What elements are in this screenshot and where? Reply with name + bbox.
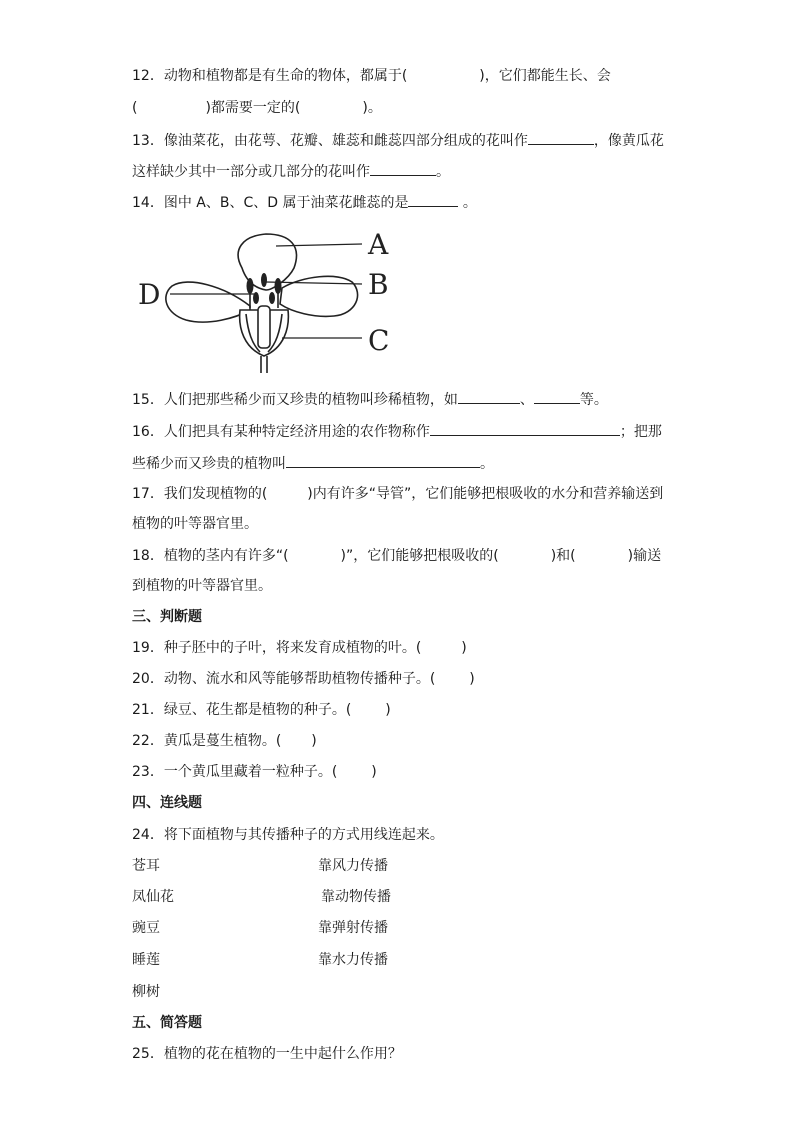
judge-item-21	[132, 700, 391, 720]
q24-prompt: 24．将下面植物与其传播种子的方式用线连起来。	[132, 827, 444, 843]
plant-item[interactable]: 豌豆	[132, 920, 160, 936]
left-petal	[166, 282, 250, 322]
judge-23-text: 23．一个黄瓜里藏着一粒种子。(	[132, 764, 338, 780]
q16-text-c: 些稀少而又珍贵的植物叫	[132, 456, 286, 472]
q18-line1	[132, 546, 661, 566]
q14-blank[interactable]	[408, 191, 458, 207]
q17-text-b: )内有许多“导管”，它们能够把根吸收的水分和营养输送到	[307, 486, 664, 502]
q15-text-b: 、	[519, 392, 534, 408]
q16-line1	[132, 420, 662, 442]
label-a: A	[368, 228, 389, 261]
anther-5	[261, 273, 267, 287]
judge-item-23	[132, 762, 377, 782]
q17-line2: 植物的叶等器官里。	[132, 516, 258, 532]
judge-23-close: )	[371, 764, 377, 780]
label-b: B	[368, 268, 389, 301]
plant-item[interactable]: 睡莲	[132, 952, 160, 968]
q17-line1	[132, 484, 663, 504]
judge-item-20	[132, 669, 475, 689]
judge-19-close: )	[461, 640, 467, 656]
plant-item[interactable]: 苍耳	[132, 858, 160, 874]
q16-text-b: ；把那	[619, 424, 662, 440]
judge-22-close: )	[311, 733, 317, 749]
q16-text-d: 。	[480, 456, 494, 472]
q13-line2	[132, 160, 450, 182]
q14-line	[132, 191, 477, 213]
flower-drawing	[166, 234, 358, 373]
pistil	[258, 306, 270, 348]
judge-21-close: )	[385, 702, 391, 718]
q12-text-b: )，它们都能生长、会	[479, 68, 611, 84]
q13-text-b: ，像黄瓜花	[593, 133, 664, 149]
anther-4	[269, 292, 275, 304]
rapeseed-flower-diagram	[132, 228, 402, 378]
plant-item[interactable]: 凤仙花	[132, 889, 174, 905]
anther-1	[247, 278, 254, 294]
q13-text-a: 13．像油菜花，由花萼、花瓣、雄蕊和雌蕊四部分组成的花叫作	[132, 133, 528, 149]
stem	[261, 356, 267, 373]
section-judge-heading: 三、判断题	[132, 609, 202, 625]
judge-21-text: 21．绿豆、花生都是植物的种子。(	[132, 702, 352, 718]
anther-2	[275, 278, 282, 294]
q16-blank-1[interactable]	[430, 420, 620, 436]
q18-line2: 到植物的叶等器官里。	[132, 578, 272, 594]
judge-item-19	[132, 638, 467, 658]
plant-item[interactable]: 柳树	[132, 984, 160, 1000]
q16-text-a: 16．人们把具有某种特定经济用途的农作物称作	[132, 424, 430, 440]
q12-text-a: 12．动物和植物都是有生命的物体，都属于(	[132, 68, 408, 84]
q12-text-e: )。	[362, 100, 382, 116]
q16-blank-2[interactable]	[286, 452, 480, 468]
q13-text-c: 这样缺少其中一部分或几部分的花叫作	[132, 164, 370, 180]
q12-line1	[132, 66, 611, 86]
q15-text-c: 等。	[579, 392, 608, 408]
q15-text-a: 15．人们把那些稀少而又珍贵的植物叫珍稀植物，如	[132, 392, 458, 408]
judge-19-text: 19．种子胚中的子叶，将来发育成植物的叶。(	[132, 640, 422, 656]
label-d: D	[138, 278, 161, 311]
judge-item-22	[132, 731, 317, 751]
method-item[interactable]: 靠水力传播	[318, 952, 388, 968]
q18-text-c: )和(	[550, 548, 576, 564]
q14-text-a: 14．图中 A、B、C、D 属于油菜花雌蕊的是	[132, 195, 409, 211]
judge-22-text: 22．黄瓜是蔓生植物。(	[132, 733, 282, 749]
q14-text-b: 。	[458, 195, 477, 211]
q25-question: 25．植物的花在植物的一生中起什么作用？	[132, 1046, 402, 1062]
label-c: C	[368, 324, 390, 357]
q12-text-d: )都需要一定的(	[205, 100, 301, 116]
section-matching-heading: 四、连线题	[132, 795, 202, 811]
q17-text-a: 17．我们发现植物的(	[132, 486, 268, 502]
section-short-answer-heading: 五、简答题	[132, 1015, 202, 1031]
method-item[interactable]: 靠风力传播	[318, 858, 388, 874]
q16-line2	[132, 452, 494, 474]
q13-blank-2[interactable]	[370, 160, 436, 176]
q15-blank-1[interactable]	[458, 388, 520, 404]
q12-text-c: (	[132, 100, 138, 116]
judge-20-close: )	[469, 671, 475, 687]
q18-text-b: )”，它们能够把根吸收的(	[340, 548, 499, 564]
method-item[interactable]: 靠弹射传播	[318, 920, 388, 936]
q18-text-a: 18．植物的茎内有许多“(	[132, 548, 289, 564]
q12-line2	[132, 98, 382, 118]
method-item[interactable]: 靠动物传播	[321, 889, 391, 905]
judge-20-text: 20．动物、流水和风等能够帮助植物传播种子。(	[132, 671, 436, 687]
q18-text-d: )输送	[627, 548, 662, 564]
q15-line	[132, 388, 608, 410]
q13-line1	[132, 129, 664, 151]
q13-blank-1[interactable]	[528, 129, 594, 145]
q13-text-d: 。	[436, 164, 450, 180]
q15-blank-2[interactable]	[534, 388, 580, 404]
